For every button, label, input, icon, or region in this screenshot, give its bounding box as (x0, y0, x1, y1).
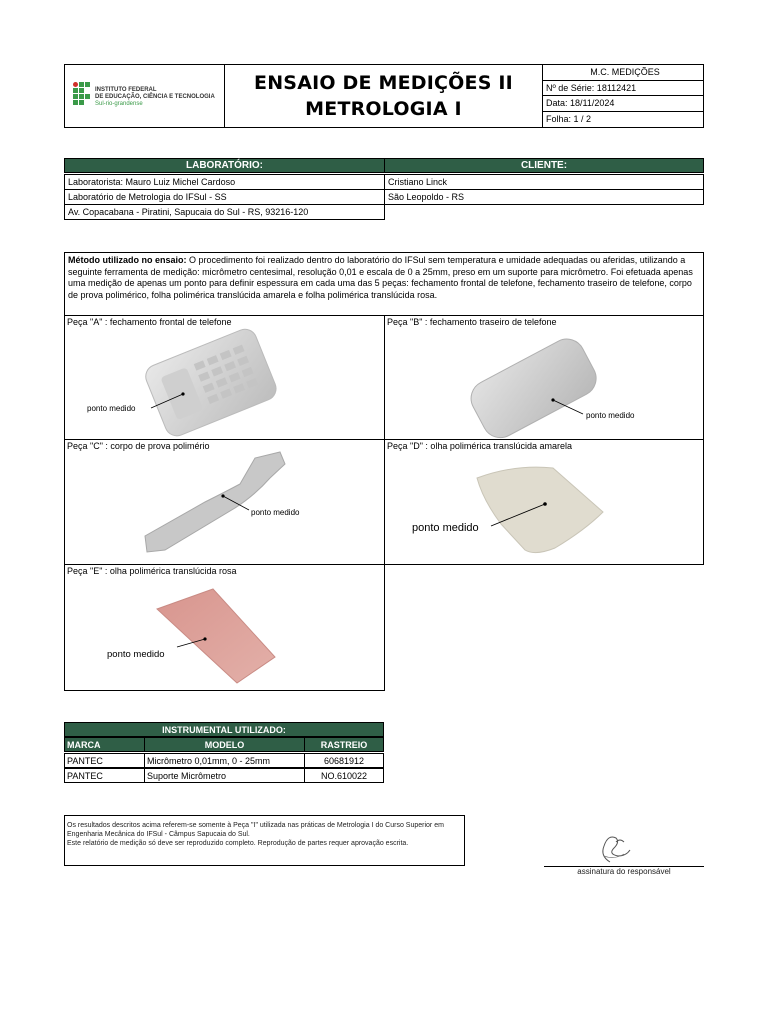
piece-a-point-label: ponto medido (87, 404, 136, 413)
institution-logo (65, 65, 225, 127)
signature-scribble (590, 826, 640, 866)
client-header: CLIENTE: (384, 158, 704, 173)
instrument-2-tracking: NO.610022 (304, 768, 384, 783)
lab-name: Laboratório de Metrologia do IFSul - SS (64, 189, 385, 205)
piece-c-photo (65, 440, 385, 565)
title-line-2: METROLOGIA I (305, 98, 462, 120)
piece-c-point-label: ponto medido (251, 508, 300, 517)
client-city: São Leopoldo - RS (384, 189, 704, 205)
disclaimer-note (64, 815, 465, 866)
document-title (225, 65, 543, 127)
piece-d-photo (385, 440, 704, 565)
piece-b-caption: Peça "B" : fechamento traseiro de telefone (387, 317, 557, 327)
disclaimer-line-1: Os resultados descritos acima referem-se somente à Peça "I" utilizada nas práticas de Metrologia I do Curso Superior em Engenharia Mecânica do IFSul - Câmpus Sapucaia do Sul. (67, 822, 444, 838)
piece-e-panel (64, 564, 385, 691)
method-text: O procedimento foi realizado dentro do laboratório do IFSul sem temperatura e umidade adequadas ou aferidas, utilizando a seguinte ferramenta de medição: micrômetro centesimal, resolução 0,01 e escala de 0 a 25mm, preso em um suporte para micrômetro. Foi efetuada apenas uma medição de apenas um ponto para definir espessura em cada uma das 5 peças: fechamento frontal de telefone, fechamento traseiro de telefone, corpo de prova polimérico, folha polimérica translúcida amarela e folha polimérica translúcida rosa. (68, 255, 693, 300)
instruments-col-tracking: RASTREIO (304, 737, 384, 752)
piece-e-point-label: ponto medido (107, 649, 165, 660)
piece-b-point-label: ponto medido (586, 411, 635, 420)
lab-header: LABORATÓRIO: (64, 158, 385, 173)
piece-d-panel (384, 439, 704, 565)
piece-a-photo (65, 316, 385, 440)
company-name: M.C. MEDIÇÕES (543, 65, 704, 81)
header-info (543, 65, 704, 127)
instrument-2-model: Suporte Micrômetro (144, 768, 305, 783)
piece-c-panel (64, 439, 385, 565)
logo-text: INSTITUTO FEDERAL DE EDUCAÇÃO, CIÊNCIA E TECNOLOGIA Sul-rio-grandense (95, 87, 215, 107)
piece-a-caption: Peça "A" : fechamento frontal de telefone (67, 317, 232, 327)
piece-e-caption: Peça "E" : olha polimérica translúcida rosa (67, 566, 237, 576)
title-line-1: ENSAIO DE MEDIÇÕES II (254, 72, 513, 94)
logo-mark-icon (73, 82, 91, 106)
instruments-title: INSTRUMENTAL UTILIZADO: (64, 722, 384, 737)
client-name: Cristiano Linck (384, 174, 704, 190)
instrument-1-tracking: 60681912 (304, 753, 384, 768)
report-header (64, 64, 704, 128)
piece-a-panel (64, 315, 385, 440)
instruments-col-brand: MARCA (64, 737, 145, 752)
method-description (64, 252, 704, 316)
lab-address: Av. Copacabana - Piratini, Sapucaia do Sul - RS, 93216-120 (64, 204, 385, 220)
instrument-2-brand: PANTEC (64, 768, 145, 783)
piece-d-caption: Peça "D" : olha polimérica translúcida amarela (387, 441, 572, 451)
sheet-number: Folha: 1 / 2 (546, 113, 592, 124)
piece-e-photo (65, 565, 385, 691)
piece-b-photo (385, 316, 704, 440)
lab-technician: Laboratorista: Mauro Luiz Michel Cardoso (64, 174, 385, 190)
instrument-1-brand: PANTEC (64, 753, 145, 768)
piece-b-panel (384, 315, 704, 440)
method-label: Método utilizado no ensaio: (68, 255, 187, 265)
signature-label: assinatura do responsável (577, 867, 671, 876)
piece-d-point-label: ponto medido (412, 522, 479, 534)
serial-number: Nº de Série: 18112421 (543, 81, 704, 97)
instrument-1-model: Micrômetro 0,01mm, 0 - 25mm (144, 753, 305, 768)
instruments-col-model: MODELO (144, 737, 305, 752)
report-date: Data: 18/11/2024 (543, 96, 704, 112)
piece-c-caption: Peça "C" : corpo de prova polimério (67, 441, 210, 451)
disclaimer-line-2: Este relatório de medição só deve ser reproduzido completo. Reprodução de partes requer aprovação escrita. (67, 840, 409, 847)
